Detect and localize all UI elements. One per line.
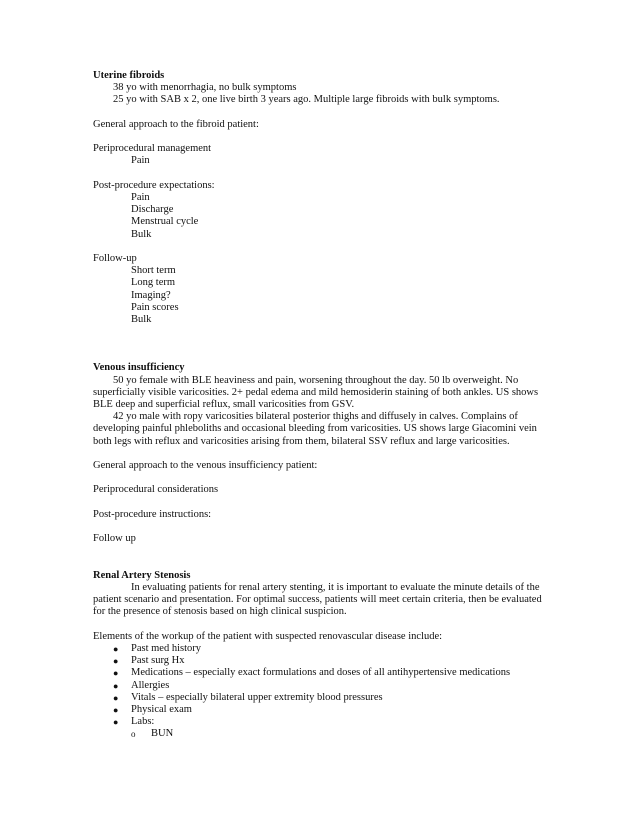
fibroids-followup-item: Short term <box>131 265 176 277</box>
bullet-icon: ● <box>113 692 119 703</box>
venous-general-approach: General approach to the venous insufficiency patient: <box>93 460 318 471</box>
fibroids-expectations-title: Post-procedure expectations: <box>93 179 215 191</box>
fibroids-followup-item: Imaging? <box>131 289 171 301</box>
bullet-icon: ● <box>113 704 119 715</box>
fibroids-followup-title: Follow-up <box>93 252 137 264</box>
bullet-icon: ● <box>113 717 119 728</box>
list-item: ● Labs: <box>113 716 155 728</box>
sub-bullet-icon: o <box>131 729 136 740</box>
list-item: ● Past surg Hx <box>113 655 185 667</box>
fibroids-periprocedural-item: Pain <box>131 155 150 167</box>
fibroids-case-2: 25 yo with SAB x 2, one live birth 3 years ago. Multiple large fibroids with bulk symptoms. <box>113 94 500 106</box>
venous-postprocedure: Post-procedure instructions: <box>93 508 212 520</box>
bullet-icon: ● <box>113 643 119 654</box>
fibroids-followup-item: Bulk <box>131 314 152 325</box>
list-item: ● Medications – especially exact formulations and doses of all antihypertensive medications <box>113 667 511 679</box>
fibroids-periprocedural-title: Periprocedural management <box>93 143 212 155</box>
fibroids-heading: Uterine fibroids <box>93 70 165 81</box>
fibroids-general-approach: General approach to the fibroid patient: <box>93 118 259 130</box>
venous-periprocedural: Periprocedural considerations <box>93 484 219 496</box>
bullet-icon: ● <box>113 656 119 667</box>
fibroids-followup-item: Long term <box>131 277 176 289</box>
list-item: ● Vitals – especially bilateral upper extremity blood pressures <box>113 691 383 703</box>
fibroids-expectations-item: Menstrual cycle <box>131 216 199 228</box>
bullet-icon: ● <box>113 668 119 679</box>
bullet-icon: ● <box>113 680 119 691</box>
venous-case-1: 50 yo female with BLE heaviness and pain, worsening throughout the day. 50 lb overweight. No superficially visible varicosities. 2+ pedal edema and mild hemosiderin staining of both ankles. US shows BLE deep and superficial reflux, small varicosities from GSV. <box>93 374 539 410</box>
fibroids-expectations-item: Bulk <box>131 228 152 240</box>
renal-workup-title: Elements of the workup of the patient with suspected renovascular disease include: <box>93 630 443 642</box>
list-item: ● Physical exam <box>113 703 192 715</box>
sub-list-item: o BUN <box>131 728 174 740</box>
venous-heading: Venous insufficiency <box>93 362 185 374</box>
renal-heading: Renal Artery Stenosis <box>93 569 191 581</box>
document-body <box>93 70 553 741</box>
fibroids-expectations-item: Discharge <box>131 204 174 216</box>
venous-followup: Follow up <box>93 533 136 545</box>
venous-case-2: 42 yo male with ropy varicosities bilateral posterior thighs and diffusely in calves. Complains of developing painful phleboliths and occasional bleeding from varicosities. US shows large Giacomini vein both legs with reflux and varicosities arising from them, bilateral SSV reflux and large varicosities. <box>93 411 537 447</box>
fibroids-case-1: 38 yo with menorrhagia, no bulk symptoms <box>113 82 297 94</box>
renal-intro: In evaluating patients for renal artery stenting, it is important to evaluate the minute details of the patient scenario and presentation. For optimal success, patients will meet certain criteria, then be evaluated for the presence of stenosis based on high clinical suspicion. <box>93 581 542 618</box>
list-item: ● Past med history <box>113 642 201 654</box>
fibroids-expectations-item: Pain <box>131 191 150 203</box>
renal-workup-list <box>93 643 553 741</box>
fibroids-followup-item: Pain scores <box>131 301 179 313</box>
list-item: ● Allergies <box>113 679 170 691</box>
